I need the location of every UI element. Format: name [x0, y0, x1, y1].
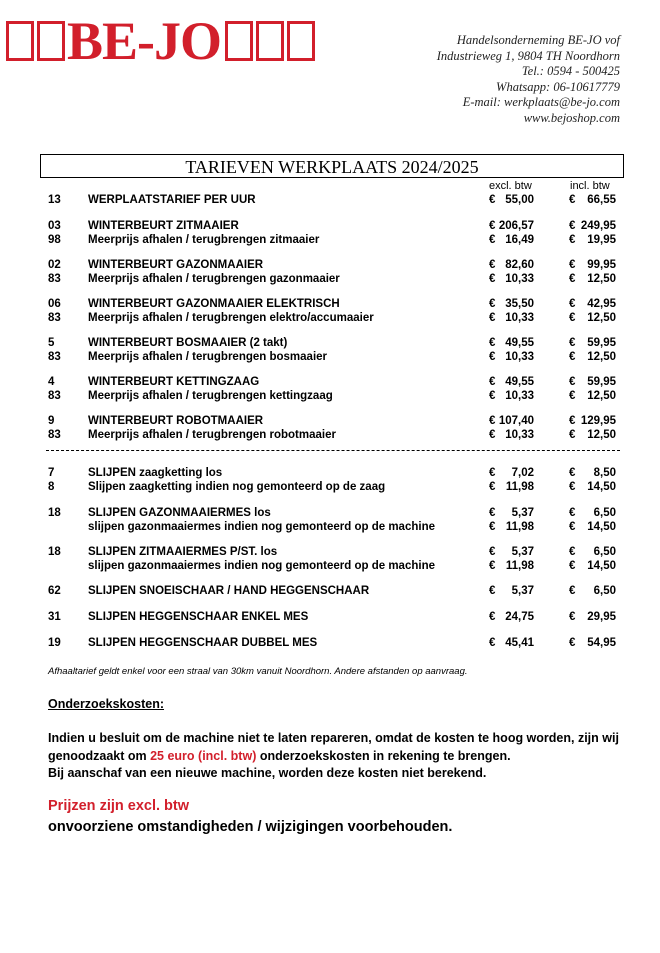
company-whatsapp: Whatsapp: 06-10617779	[496, 79, 620, 94]
row-price-incl: 8,50	[593, 467, 616, 479]
row-code: 62	[48, 585, 61, 597]
company-logo	[6, 11, 315, 71]
row-currency-excl: €	[489, 415, 496, 427]
row-currency-excl: €	[489, 467, 496, 479]
row-currency-excl: €	[489, 507, 496, 519]
table-row	[0, 636, 660, 650]
row-code: 5	[48, 337, 55, 349]
row-description: slijpen gazonmaaiermes indien nog gemonteerd op de machine	[88, 521, 435, 533]
table-row	[0, 375, 660, 389]
row-price-incl: 129,95	[580, 415, 616, 427]
row-description: WINTERBEURT KETTINGZAAG	[88, 376, 260, 388]
row-currency-excl: €	[489, 521, 496, 533]
row-price-incl: 12,50	[587, 390, 616, 402]
row-description: SLIJPEN SNOEISCHAAR / HAND HEGGENSCHAAR	[88, 585, 370, 597]
table-row	[0, 428, 660, 442]
company-email: E-mail: werkplaats@be-jo.com	[462, 95, 620, 109]
row-code: 06	[48, 298, 61, 310]
row-currency-incl: €	[569, 415, 576, 427]
row-price-excl: 5,37	[511, 585, 534, 597]
row-price-excl: 206,57	[498, 220, 534, 232]
row-currency-incl: €	[569, 298, 576, 310]
row-code: 83	[48, 390, 61, 402]
row-description: WINTERBEURT GAZONMAAIER ELEKTRISCH	[88, 298, 340, 310]
row-description: Meerprijs afhalen / terugbrengen elektro/accumaaier	[88, 312, 374, 324]
row-price-incl: 14,50	[587, 560, 616, 572]
row-currency-excl: €	[489, 429, 496, 441]
row-price-incl: 12,50	[587, 312, 616, 324]
row-description: WINTERBEURT GAZONMAAIER	[88, 259, 264, 271]
row-price-incl: 14,50	[587, 481, 616, 493]
row-currency-incl: €	[569, 521, 576, 533]
row-price-excl: 49,55	[505, 376, 534, 388]
table-row	[0, 311, 660, 325]
row-currency-incl: €	[569, 560, 576, 572]
row-price-incl: 59,95	[587, 376, 616, 388]
row-currency-excl: €	[489, 546, 496, 558]
row-price-excl: 107,40	[498, 415, 534, 427]
row-price-excl: 49,55	[505, 337, 534, 349]
row-currency-incl: €	[569, 312, 576, 324]
row-price-incl: 19,95	[587, 234, 616, 246]
table-row	[0, 506, 660, 520]
row-currency-excl: €	[489, 637, 496, 649]
row-currency-excl: €	[489, 560, 496, 572]
row-currency-incl: €	[569, 351, 576, 363]
table-row	[0, 414, 660, 428]
row-description: WINTERBEURT BOSMAAIER (2 takt)	[88, 337, 288, 349]
row-code: 4	[48, 376, 55, 388]
row-code: 83	[48, 351, 61, 363]
row-price-incl: 59,95	[587, 337, 616, 349]
row-currency-incl: €	[569, 429, 576, 441]
row-price-excl: 11,98	[505, 560, 534, 572]
row-description: SLIJPEN zaagketting los	[88, 467, 223, 479]
table-row	[0, 389, 660, 403]
column-header-excl: excl. btw	[489, 180, 532, 192]
logo-placeholder-boxes	[6, 21, 65, 61]
row-price-incl: 42,95	[587, 298, 616, 310]
row-description: Slijpen zaagketting indien nog gemonteerd op de zaag	[88, 481, 386, 493]
row-code: 8	[48, 481, 55, 493]
row-code: 83	[48, 312, 61, 324]
row-price-incl: 6,50	[593, 585, 616, 597]
row-price-excl: 7,02	[511, 467, 534, 479]
row-price-incl: 12,50	[587, 351, 616, 363]
row-description: Meerprijs afhalen / terugbrengen kettingzaag	[88, 390, 333, 402]
row-price-excl: 10,33	[505, 273, 534, 285]
company-street: Industrieweg 1, 9804 TH Noordhorn	[436, 48, 620, 63]
row-description: Meerprijs afhalen / terugbrengen robotmaaier	[88, 429, 336, 441]
row-price-excl: 35,50	[505, 298, 534, 310]
row-currency-excl: €	[489, 312, 496, 324]
row-code: 03	[48, 220, 61, 232]
row-currency-incl: €	[569, 220, 576, 232]
row-price-excl: 24,75	[505, 611, 534, 623]
row-price-excl: 11,98	[505, 521, 534, 533]
row-code: 83	[48, 429, 61, 441]
row-code: 02	[48, 259, 61, 271]
row-currency-excl: €	[489, 259, 496, 271]
row-price-incl: 99,95	[587, 259, 616, 271]
row-price-incl: 66,55	[587, 194, 616, 206]
row-code: 98	[48, 234, 61, 246]
company-phone: Tel.: 0594 - 500425	[521, 64, 620, 78]
row-price-incl: 249,95	[580, 220, 616, 232]
row-currency-excl: €	[489, 234, 496, 246]
row-currency-excl: €	[489, 481, 496, 493]
row-currency-incl: €	[569, 194, 576, 206]
row-price-incl: 54,95	[587, 637, 616, 649]
row-price-incl: 6,50	[593, 546, 616, 558]
row-currency-incl: €	[569, 273, 576, 285]
table-row	[0, 350, 660, 364]
row-currency-excl: €	[489, 220, 496, 232]
row-code: 83	[48, 273, 61, 285]
row-currency-excl: €	[489, 585, 496, 597]
row-code: 9	[48, 415, 55, 427]
table-row	[0, 610, 660, 624]
row-price-excl: 5,37	[511, 507, 534, 519]
row-currency-excl: €	[489, 611, 496, 623]
row-currency-incl: €	[569, 467, 576, 479]
row-currency-incl: €	[569, 637, 576, 649]
research-line2: Bij aanschaf van een nieuwe machine, worden deze kosten niet berekend.	[48, 766, 487, 780]
table-row	[0, 545, 660, 559]
table-row	[0, 559, 660, 573]
row-description: SLIJPEN HEGGENSCHAAR DUBBEL MES	[88, 637, 318, 649]
row-currency-incl: €	[569, 507, 576, 519]
column-header-incl: incl. btw	[570, 180, 610, 192]
row-code: 18	[48, 546, 61, 558]
row-currency-excl: €	[489, 337, 496, 349]
table-row	[0, 297, 660, 311]
pickup-note: Afhaaltarief geldt enkel voor een straal van 30km vanuit Noordhorn. Andere afstanden op aanvraag.	[48, 666, 468, 677]
row-price-excl: 45,41	[505, 637, 534, 649]
row-price-excl: 10,33	[505, 351, 534, 363]
logo-text: BE-JO	[67, 11, 222, 71]
row-price-excl: 11,98	[505, 481, 534, 493]
row-description: SLIJPEN ZITMAAIERMES P/ST. los	[88, 546, 278, 558]
table-row	[0, 272, 660, 286]
row-currency-incl: €	[569, 481, 576, 493]
table-row	[0, 336, 660, 350]
research-amount: 25 euro (incl. btw)	[150, 748, 257, 763]
page-title: TARIEVEN WERKPLAATS 2024/2025	[40, 154, 624, 178]
logo-placeholder-boxes	[225, 21, 315, 61]
row-currency-incl: €	[569, 337, 576, 349]
table-row	[0, 233, 660, 247]
row-currency-excl: €	[489, 194, 496, 206]
row-code: 7	[48, 467, 55, 479]
table-row	[0, 258, 660, 272]
research-costs-heading: Onderzoekskosten:	[48, 697, 165, 711]
row-currency-incl: €	[569, 376, 576, 388]
table-row	[0, 584, 660, 598]
row-price-excl: 55,00	[505, 194, 534, 206]
row-price-incl: 6,50	[593, 507, 616, 519]
company-name: Handelsonderneming BE-JO vof	[456, 33, 620, 47]
row-price-excl: 16,49	[505, 234, 534, 246]
row-price-excl: 82,60	[505, 259, 534, 271]
row-description: Meerprijs afhalen / terugbrengen gazonmaaier	[88, 273, 340, 285]
table-row	[0, 520, 660, 534]
row-description: WINTERBEURT ROBOTMAAIER	[88, 415, 264, 427]
row-price-excl: 10,33	[505, 390, 534, 402]
row-currency-incl: €	[569, 546, 576, 558]
row-currency-incl: €	[569, 611, 576, 623]
table-row	[0, 480, 660, 494]
section-divider	[46, 450, 620, 451]
row-description: SLIJPEN GAZONMAAIERMES los	[88, 507, 271, 519]
row-description: Meerprijs afhalen / terugbrengen bosmaaier	[88, 351, 328, 363]
row-description: WINTERBEURT ZITMAAIER	[88, 220, 239, 232]
row-price-incl: 14,50	[587, 521, 616, 533]
row-currency-excl: €	[489, 351, 496, 363]
research-costs-text	[48, 730, 628, 783]
row-price-incl: 12,50	[587, 273, 616, 285]
table-row	[0, 466, 660, 480]
row-description: Meerprijs afhalen / terugbrengen zitmaaier	[88, 234, 320, 246]
row-code: 31	[48, 611, 61, 623]
company-website: www.bejoshop.com	[523, 110, 620, 125]
row-currency-incl: €	[569, 390, 576, 402]
research-text-before: Indien u besluit om de machine niet te laten repareren, omdat de kosten te hoog worden, zijn wij genoodzaakt om	[48, 731, 619, 763]
row-code: 19	[48, 637, 61, 649]
research-text-after: onderzoekskosten in rekening te brengen.	[256, 748, 511, 763]
table-row	[0, 193, 660, 207]
row-description: slijpen gazonmaaiermes indien nog gemonteerd op de machine	[88, 560, 435, 572]
row-code: 18	[48, 507, 61, 519]
row-code: 13	[48, 194, 61, 206]
row-currency-incl: €	[569, 585, 576, 597]
disclaimer: onvoorziene omstandigheden / wijzigingen voorbehouden.	[48, 819, 453, 835]
row-price-excl: 10,33	[505, 312, 534, 324]
row-currency-excl: €	[489, 390, 496, 402]
table-row	[0, 219, 660, 233]
row-currency-excl: €	[489, 376, 496, 388]
row-price-excl: 5,37	[511, 546, 534, 558]
row-description: SLIJPEN HEGGENSCHAAR ENKEL MES	[88, 611, 309, 623]
row-description: WERPLAATSTARIEF PER UUR	[88, 194, 256, 206]
row-price-incl: 12,50	[587, 429, 616, 441]
company-address	[437, 33, 620, 126]
row-currency-excl: €	[489, 298, 496, 310]
price-note: Prijzen zijn excl. btw	[48, 798, 190, 814]
row-currency-incl: €	[569, 259, 576, 271]
row-price-excl: 10,33	[505, 429, 534, 441]
row-price-incl: 29,95	[587, 611, 616, 623]
row-currency-excl: €	[489, 273, 496, 285]
row-currency-incl: €	[569, 234, 576, 246]
